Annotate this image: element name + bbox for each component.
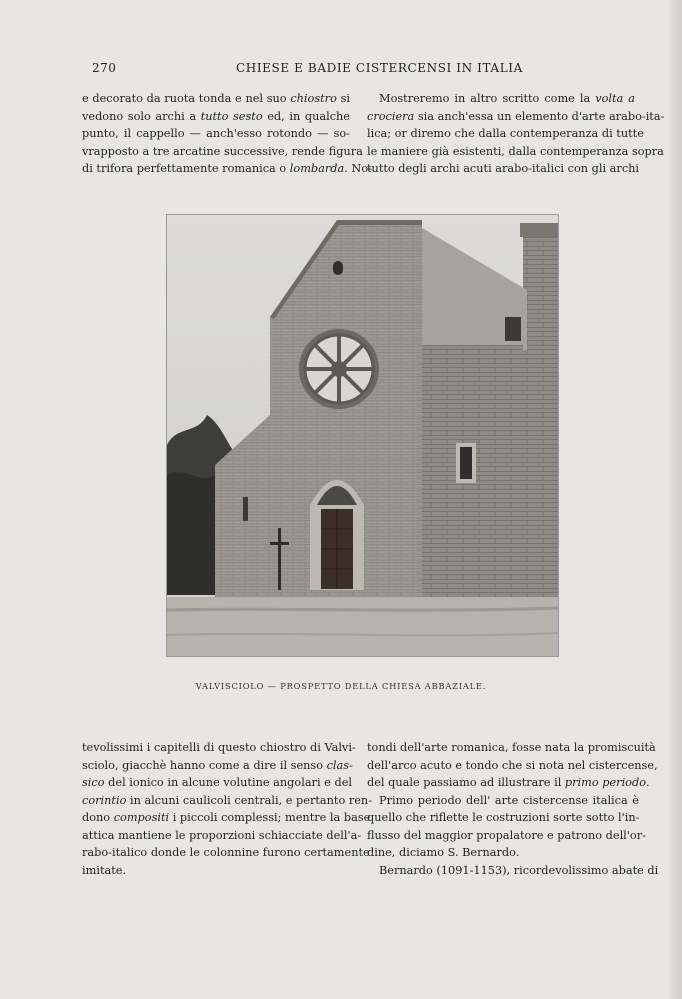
text-column-top-right [367, 90, 665, 178]
text-line: sciolo, giacchè hanno come a dire il senso clas- [82, 758, 353, 772]
figure-caption: VALVISCIOLO — PROSPETTO DELLA CHIESA ABBAZIALE. [195, 681, 487, 691]
page-header [0, 59, 682, 79]
text-line: le maniere già esistenti, dalla contemperanza sopra [367, 144, 664, 158]
text-column-top-left [82, 90, 372, 178]
church-facade-illustration [167, 215, 558, 656]
italic-term: corintio [82, 793, 127, 807]
text-line: del quale passiamo ad illustrare il primo periodo. [367, 776, 650, 789]
church-photograph [166, 214, 559, 657]
italic-term: compositi [113, 811, 170, 824]
italic-term: volta a [595, 92, 635, 105]
italic-term: chiostro [290, 92, 337, 105]
italic-term: tutto sesto [200, 109, 263, 123]
italic-term: sico [82, 776, 105, 789]
text-line: di trifora perfettamente romanica o lombarda. No- [82, 162, 372, 175]
text-line: imitate. [82, 863, 127, 877]
text-line: attica mantiene le proporzioni schiacciate dell'a- [82, 828, 362, 842]
text-column-bottom-left [82, 739, 373, 879]
text-line: tutto degli archi acuti arabo-italici con gli archi [367, 162, 640, 175]
text-line: punto, il cappello — anch'esso rotondo — so- [82, 127, 350, 140]
page-edge [668, 0, 682, 999]
text-line: flusso del maggior propalatore e patrono dell'or- [367, 828, 646, 842]
text-line: vedono solo archi a tutto sesto ed, in qualche [82, 109, 350, 123]
text-column-bottom-right [367, 739, 659, 879]
text-line: tondi dell'arte romanica, fosse nata la promiscuità [367, 741, 656, 754]
italic-term: primo periodo [564, 776, 647, 789]
page-number: 270 [92, 61, 117, 75]
text-line: Bernardo (1091-1153), ricordevolissimo abate di [379, 863, 659, 877]
text-line: Primo periodo dell' arte cistercense italica è [379, 793, 639, 807]
text-line: Mostreremo in altro scritto come la volta a [379, 92, 635, 105]
text-line: dell'arco acuto e tondo che si nota nel cistercense, [367, 758, 658, 772]
text-line: dine, diciamo S. Bernardo. [367, 846, 520, 859]
text-line: lica; or diremo che dalla contemperanza di tutte [367, 127, 644, 140]
text-line: rabo-italico donde le colonnine furono certamente [82, 846, 370, 859]
text-line: dono compositi i piccoli complessi; mentre la base [82, 811, 371, 824]
text-line: vrapposto a tre arcatine successive, rende figura [82, 144, 363, 158]
italic-term: clas- [326, 758, 353, 772]
text-line: e decorato da ruota tonda e nel suo chiostro si [82, 92, 350, 105]
text-line: tevolissimi i capitelli di questo chiostro di Valvi- [82, 741, 356, 754]
running-title: CHIESE E BADIE CISTERCENSI IN ITALIA [236, 61, 523, 75]
text-line: sico del ionico in alcune volutine angolari e del [82, 776, 352, 789]
text-line: quello che riflette le costruzioni sorte sotto l'in- [367, 811, 640, 824]
text-line: crociera sia anch'essa un elemento d'arte arabo-ita- [367, 109, 665, 123]
italic-term: lombarda [289, 162, 345, 175]
italic-term: crociera [367, 109, 415, 123]
text-line: corintio in alcuni caulicoli centrali, e pertanto ren- [82, 793, 373, 807]
